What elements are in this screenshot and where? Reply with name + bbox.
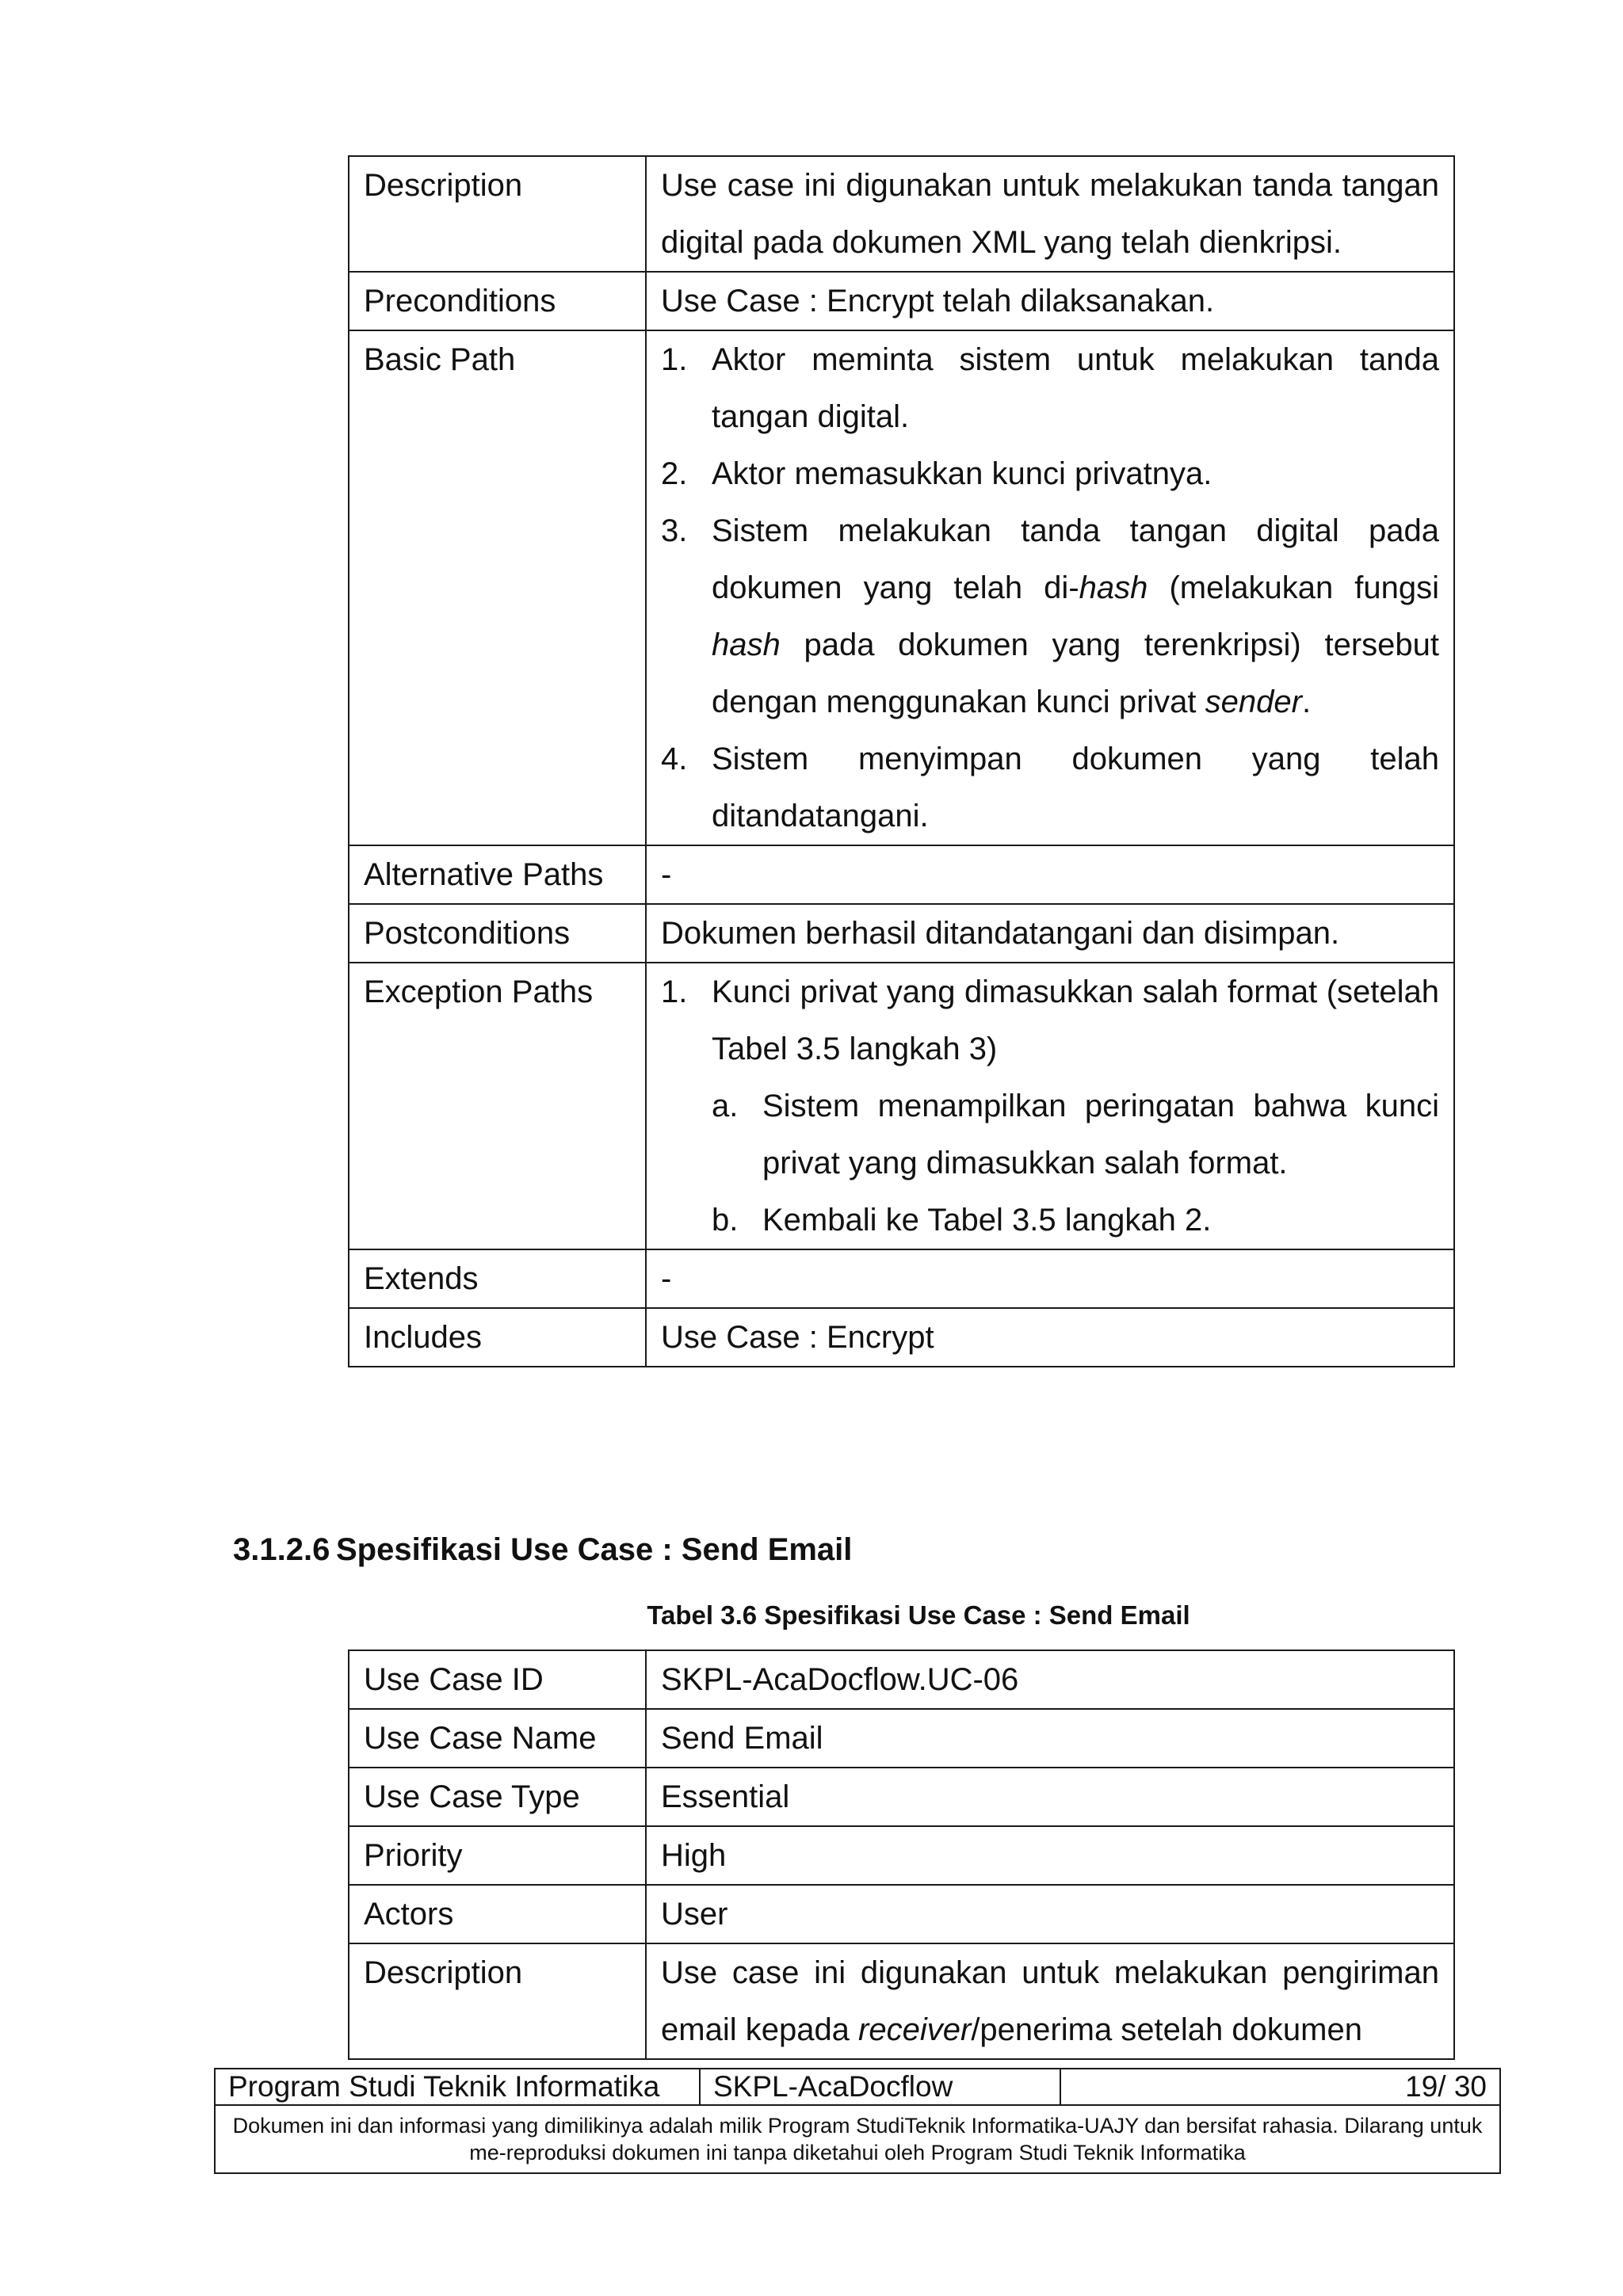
row-label: Description [349, 156, 646, 272]
row-label: Postconditions [349, 904, 646, 963]
table-row [349, 272, 1454, 330]
list-item [661, 331, 1439, 445]
sub-list-item [712, 1192, 1439, 1249]
basic-path-cell [646, 330, 1454, 845]
basic-path-list [661, 331, 1439, 845]
sub-step-text: Sistem menampilkan peringatan bahwa kunci privat yang dimasukkan salah format. [762, 1089, 1439, 1180]
footer-info-row [215, 2069, 1500, 2105]
footer-note-row [215, 2105, 1500, 2173]
table-row [349, 845, 1454, 904]
row-value: High [646, 1826, 1454, 1885]
row-value: Send Email [646, 1709, 1454, 1768]
step-text: Aktor meminta sistem untuk melakukan tanda tangan digital. [712, 342, 1439, 434]
step-text-part: pada dokumen yang terenkripsi) tersebut dengan menggunakan kunci privat [712, 627, 1439, 719]
sub-step-letter: a. [712, 1089, 739, 1123]
table-row [349, 1826, 1454, 1885]
confidentiality-note: Dokumen ini dan informasi yang dimilikinya adalah milik Program StudiTeknik Informatika-UAJY dan bersifat rahasia. Dilarang untuk me-reproduksi dokumen ini tanpa diketahui oleh Program Studi Teknik Informatika [215, 2105, 1500, 2173]
row-label: Includes [349, 1308, 646, 1367]
page-number: 19/ 30 [1060, 2069, 1500, 2105]
exception-path-cell [646, 963, 1454, 1249]
step-number: 3. [661, 513, 688, 548]
step-text-italic: hash [1079, 570, 1148, 605]
row-label: Basic Path [349, 330, 646, 845]
list-item [661, 963, 1439, 1077]
footer-doc-id: SKPL-AcaDocflow [700, 2069, 1060, 2105]
exception-path-list [661, 963, 1439, 1249]
step-text [712, 502, 1439, 730]
table-caption: Tabel 3.6 Spesifikasi Use Case : Send Email [647, 1600, 1190, 1630]
table-row [349, 1249, 1454, 1308]
list-item [661, 445, 1439, 502]
row-label: Exception Paths [349, 963, 646, 1249]
table-row [349, 1308, 1454, 1367]
step-text: Kunci privat yang dimasukkan salah format (setelah Tabel 3.5 langkah 3) [712, 974, 1439, 1066]
row-value: Essential [646, 1768, 1454, 1826]
sub-step-letter: b. [712, 1203, 739, 1238]
row-value: User [646, 1885, 1454, 1943]
row-label: Description [349, 1943, 646, 2059]
step-text: Sistem menyimpan dokumen yang telah ditandatangani. [712, 742, 1439, 833]
section-title: Spesifikasi Use Case : Send Email [336, 1532, 853, 1567]
step-number: 1. [661, 342, 688, 377]
sub-list-item [712, 1077, 1439, 1192]
sub-step-text: Kembali ke Tabel 3.5 langkah 2. [762, 1203, 1212, 1238]
step-text-part: (melakukan fungsi [1148, 570, 1439, 605]
step-text-part: . [1301, 685, 1312, 719]
table-row [349, 1768, 1454, 1826]
page-footer [214, 2068, 1501, 2174]
row-label: Extends [349, 1249, 646, 1308]
description-part: /penerima setelah dokumen [971, 2012, 1362, 2047]
row-value: Use Case : Encrypt telah dilaksanakan. [646, 272, 1454, 330]
step-number: 1. [661, 974, 688, 1009]
step-text-italic: sender [1205, 685, 1302, 719]
row-label: Use Case ID [349, 1650, 646, 1709]
step-number: 2. [661, 456, 688, 491]
row-label: Use Case Name [349, 1709, 646, 1768]
row-label: Preconditions [349, 272, 646, 330]
row-value: Use case ini digunakan untuk melakukan tanda tangan digital pada dokumen XML yang telah dienkripsi. [646, 156, 1454, 272]
section-heading [233, 1529, 852, 1570]
step-text: Aktor memasukkan kunci privatnya. [712, 456, 1212, 491]
table-row [349, 963, 1454, 1249]
table-row [349, 156, 1454, 272]
row-value [646, 1943, 1454, 2059]
row-value: Dokumen berhasil ditandatangani dan disimpan. [646, 904, 1454, 963]
step-text-italic: hash [712, 627, 781, 662]
table-row [349, 1709, 1454, 1768]
use-case-table-sign [348, 155, 1455, 1367]
description-part: Use case ini digunakan untuk melakukan pengiriman email kepada [661, 1955, 1439, 2047]
list-item [661, 502, 1439, 730]
row-label: Actors [349, 1885, 646, 1943]
row-value: - [646, 1249, 1454, 1308]
table-row [349, 904, 1454, 963]
description-italic: receiver [858, 2012, 972, 2047]
use-case-table-send-email [348, 1650, 1455, 2060]
row-value: Use Case : Encrypt [646, 1308, 1454, 1367]
list-item [661, 730, 1439, 845]
step-text-part: Sistem melakukan tanda tangan digital pada dokumen yang telah di- [712, 513, 1439, 605]
row-value: - [646, 845, 1454, 904]
row-label: Alternative Paths [349, 845, 646, 904]
table-row [349, 1650, 1454, 1709]
table-row [349, 1885, 1454, 1943]
section-number: 3.1.2.6 [233, 1532, 330, 1567]
footer-program: Program Studi Teknik Informatika [215, 2069, 700, 2105]
table-row [349, 330, 1454, 845]
step-number: 4. [661, 742, 688, 776]
table-row [349, 1943, 1454, 2059]
row-label: Use Case Type [349, 1768, 646, 1826]
row-label: Priority [349, 1826, 646, 1885]
row-value: SKPL-AcaDocflow.UC-06 [646, 1650, 1454, 1709]
